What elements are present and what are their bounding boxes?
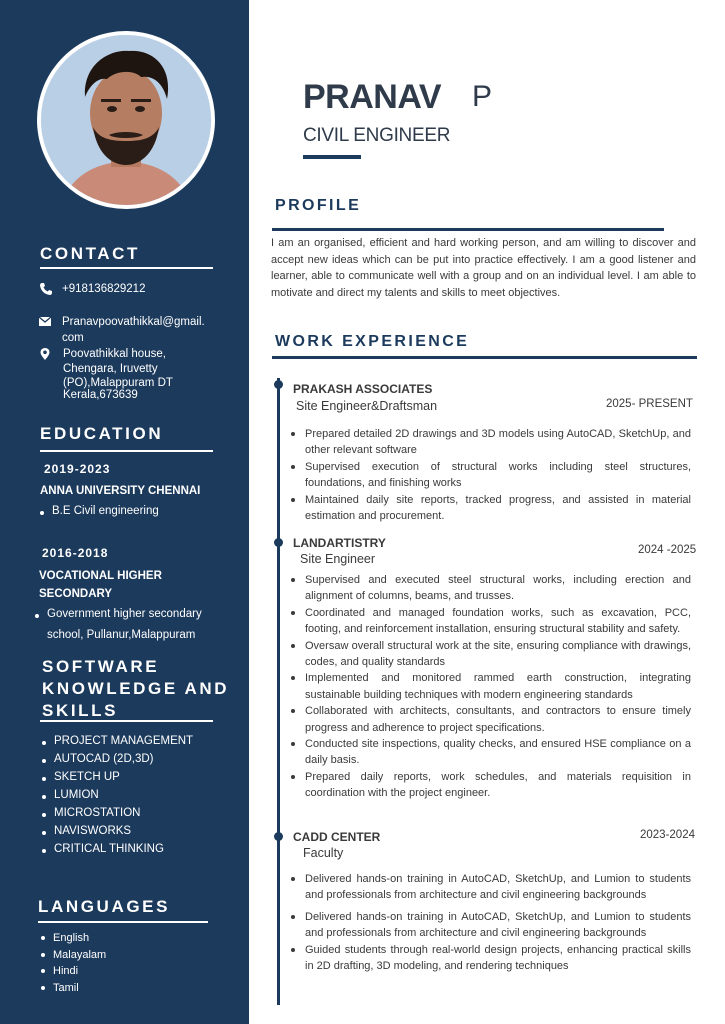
work-experience-divider	[272, 356, 697, 359]
job-duty: Delivered hands-on training in AutoCAD, SketchUp, and Lumion to students and professionals from architecture and civil engineering backgrounds	[305, 909, 691, 942]
skill-item: SKETCH UP	[40, 771, 193, 783]
skills-heading-line3: SKILLS	[42, 701, 119, 720]
job-duty: Prepared detailed 2D drawings and 3D models using AutoCAD, SketchUp, and other relevant software	[305, 426, 691, 459]
job-duty: Implemented and monitored rammed earth construction, integrating sustainable building techniques with modern engineering standards	[305, 670, 691, 703]
name-first: PRANAV	[303, 78, 442, 116]
timeline-dot	[274, 538, 283, 547]
languages-divider	[38, 921, 208, 923]
education-heading: EDUCATION	[40, 424, 164, 443]
education-institution-line1: VOCATIONAL HIGHER	[39, 570, 162, 582]
education-details-list	[33, 608, 202, 620]
contact-address-line3: (PO),Malappuram DT	[63, 377, 173, 389]
job-duty: Coordinated and managed foundation works, such as excavation, PCC, footing, and reinforcement installation, ensuring structural stability and safety.	[305, 605, 691, 638]
job-title: CIVIL ENGINEER	[303, 125, 451, 146]
job-dates: 2023-2024	[640, 829, 695, 841]
education-detail: Government higher secondary	[33, 608, 202, 620]
skills-divider	[40, 720, 213, 722]
profile-photo-illustration	[41, 35, 211, 205]
education-detail-continued: school, Pullanur,Malappuram	[47, 629, 196, 641]
profile-divider	[272, 228, 664, 231]
work-experience-heading: WORK EXPERIENCE	[275, 333, 470, 350]
languages-list	[39, 930, 106, 996]
profile-heading: PROFILE	[275, 197, 362, 214]
contact-address-line4: Kerala,673639	[63, 389, 138, 401]
job-duties-list	[305, 871, 691, 974]
skill-item: CRITICAL THINKING	[40, 843, 193, 855]
contact-heading: CONTACT	[40, 244, 141, 263]
education-institution-line2: SECONDARY	[39, 588, 113, 600]
language-item: Tamil	[39, 980, 106, 997]
education-years: 2019-2023	[44, 462, 111, 476]
experience-timeline	[277, 378, 280, 1005]
education-details-list	[38, 505, 159, 517]
skill-item: PROJECT MANAGEMENT	[40, 735, 193, 747]
name-last: P	[472, 80, 493, 113]
job-duty: Oversaw overall structural work at the site, ensuring compliance with drawings, codes, and quality standards	[305, 638, 691, 671]
location-pin-icon	[38, 347, 52, 361]
profile-photo	[41, 35, 211, 205]
skill-item: LUMION	[40, 789, 193, 801]
job-duty: Conducted site inspections, quality checks, and ensured HSE compliance on a daily basis.	[305, 736, 691, 769]
job-duty: Prepared daily reports, work schedules, and materials requisition in coordination with the project engineer.	[305, 769, 691, 802]
languages-heading: LANGUAGES	[38, 897, 171, 916]
contact-email-line2: com	[62, 332, 84, 344]
job-role: Site Engineer	[300, 552, 376, 566]
job-role: Faculty	[303, 846, 344, 860]
language-item: Hindi	[39, 963, 106, 980]
job-duty: Supervised execution of structural works including steel structures, foundations, and finishing works	[305, 459, 691, 492]
language-item: Malayalam	[39, 947, 106, 964]
contact-address-line1: Poovathikkal house,	[63, 348, 166, 360]
job-duties-list	[305, 572, 691, 802]
profile-text: I am an organised, efficient and hard working person, and am willing to discover and accept new ideas which can be put into practice effectively. I am a good listener and learner, able to communicate well with a group and on an individual level. I am able to motivate and direct my talents and skills to meet objectives.	[271, 237, 696, 299]
title-accent-bar	[303, 155, 361, 159]
mail-icon	[38, 314, 52, 328]
job-company: PRAKASH ASSOCIATES	[293, 382, 433, 396]
contact-divider	[40, 267, 213, 269]
job-duty: Supervised and executed steel structural works, including erection and alignment of columns, beams, and trusses.	[305, 572, 691, 605]
contact-address-line2: Chengara, Iruvetty	[63, 363, 158, 375]
timeline-dot	[274, 380, 283, 389]
skills-list	[40, 735, 193, 855]
job-duty: Guided students through real-world design projects, enhancing practical skills in 2D drafting, 3D modeling, and rendering techniques	[305, 942, 691, 975]
timeline-dot	[274, 832, 283, 841]
language-item: English	[39, 930, 106, 947]
phone-icon	[39, 282, 53, 296]
job-dates: 2025- PRESENT	[606, 398, 693, 410]
skill-item: MICROSTATION	[40, 807, 193, 819]
job-dates: 2024 -2025	[638, 544, 697, 556]
job-company: LANDARTISTRY	[293, 536, 386, 550]
contact-phone: +918136829212	[62, 283, 146, 295]
job-duty: Collaborated with architects, consultants, and contractors to ensure timely progress and adherence to project specifications.	[305, 703, 691, 736]
sidebar	[0, 0, 249, 1024]
profile-photo-frame	[37, 31, 215, 209]
job-company: CADD CENTER	[293, 830, 381, 844]
job-duty: Maintained daily site reports, tracked progress, and assisted in material estimation and procurement.	[305, 492, 691, 525]
job-duty: Delivered hands-on training in AutoCAD, SketchUp, and Lumion to students and professionals from architecture and civil engineering backgrounds	[305, 871, 691, 904]
skills-heading-line1: SOFTWARE	[42, 657, 160, 676]
job-duties-list	[305, 426, 691, 524]
skills-heading-line2: KNOWLEDGE AND	[42, 679, 230, 698]
contact-email-line1: Pranavpoovathikkal@gmail.	[62, 316, 205, 328]
skill-item: NAVISWORKS	[40, 825, 193, 837]
education-divider	[40, 450, 213, 452]
job-role: Site Engineer&Draftsman	[296, 399, 438, 413]
education-years: 2016-2018	[42, 546, 109, 560]
education-institution: ANNA UNIVERSITY CHENNAI	[40, 485, 201, 497]
skill-item: AUTOCAD (2D,3D)	[40, 753, 193, 765]
education-detail: B.E Civil engineering	[38, 505, 159, 517]
